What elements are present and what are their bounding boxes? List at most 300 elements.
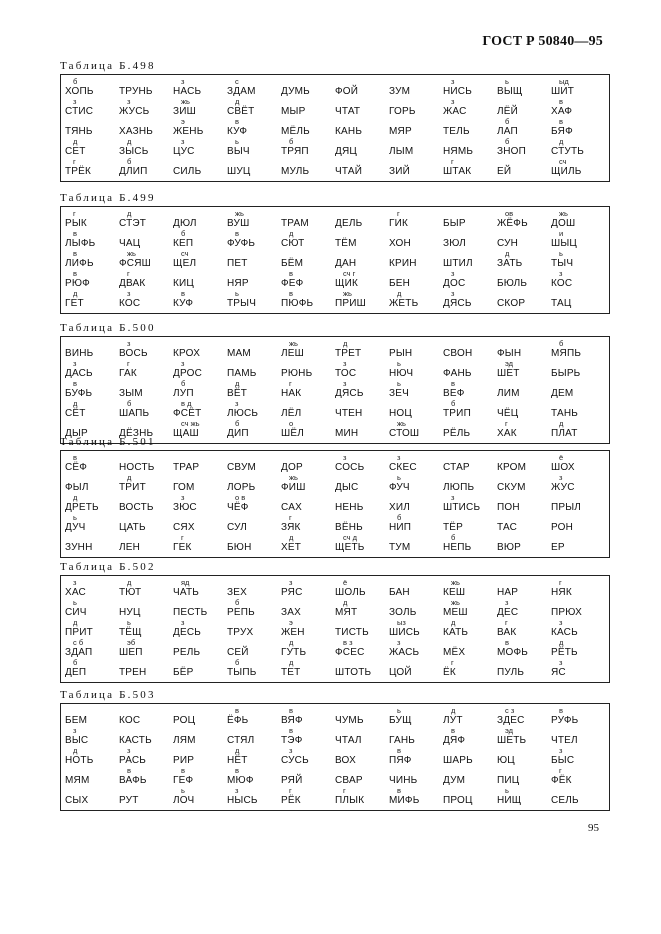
word-cell xyxy=(65,660,119,680)
phonetic-mark: ыз xyxy=(397,618,406,627)
word-cell xyxy=(443,728,497,748)
phonetic-mark: в xyxy=(181,766,185,775)
word-cell xyxy=(173,99,227,119)
word-text: ДВАК xyxy=(119,278,146,289)
phonetic-mark: эб xyxy=(127,638,136,647)
word-cell xyxy=(443,159,497,179)
word-text: СУН xyxy=(497,238,519,249)
word-text: ШЕТЬ xyxy=(497,735,527,746)
word-text: ШЕТ xyxy=(497,368,520,379)
word-text: ЧТАЛ xyxy=(335,735,362,746)
phonetic-mark: з xyxy=(181,359,185,368)
word-cell xyxy=(551,728,605,748)
word-cell xyxy=(227,708,281,728)
word-text: ПРЮХ xyxy=(551,607,582,618)
phonetic-mark: ь xyxy=(397,359,401,368)
word-cell xyxy=(335,99,389,119)
phonetic-mark: в xyxy=(289,289,293,298)
word-text: БУЩ xyxy=(389,715,412,726)
word-cell xyxy=(281,748,335,768)
word-cell xyxy=(119,788,173,808)
word-cell xyxy=(227,291,281,311)
word-cell xyxy=(281,159,335,179)
word-cell xyxy=(281,620,335,640)
word-cell xyxy=(281,600,335,620)
word-text: ТРУХ xyxy=(227,627,254,638)
phonetic-mark: в xyxy=(451,379,455,388)
word-text: ВОСЬ xyxy=(119,348,148,359)
phonetic-mark: з xyxy=(181,77,185,86)
word-table xyxy=(60,322,610,444)
word-text: ЗАТЬ xyxy=(497,258,523,269)
word-text: РЯЙ xyxy=(281,775,303,786)
word-text: ЗДЕС xyxy=(497,715,525,726)
word-text: ТРАР xyxy=(173,462,200,473)
word-text: ЧТЕЛ xyxy=(551,735,578,746)
word-text: ТИСТЬ xyxy=(335,627,369,638)
phonetic-mark: ыд xyxy=(559,77,569,86)
word-text: ЛЕШ xyxy=(281,348,304,359)
word-cell xyxy=(389,728,443,748)
word-text: БЮЛЬ xyxy=(497,278,528,289)
word-text: ПУЛЬ xyxy=(497,667,525,678)
word-text: КИЦ xyxy=(173,278,195,289)
word-cell xyxy=(227,580,281,600)
word-cell xyxy=(173,580,227,600)
word-text: РАСЬ xyxy=(119,755,147,766)
word-text: ЛЫФЬ xyxy=(65,238,96,249)
word-text: КАСЬ xyxy=(551,627,578,638)
phonetic-mark: д xyxy=(289,533,294,542)
phonetic-mark: эд xyxy=(505,359,514,368)
word-text: ФЕФ xyxy=(281,278,304,289)
word-cell xyxy=(173,600,227,620)
word-text: РЕПЬ xyxy=(227,607,255,618)
phonetic-mark: д xyxy=(73,137,78,146)
phonetic-mark: з xyxy=(73,359,77,368)
word-cell xyxy=(173,271,227,291)
word-text: МЮФ xyxy=(227,775,254,786)
word-cell xyxy=(551,495,605,515)
word-text: ЗДАП xyxy=(65,647,93,658)
word-text: ДЕЛЬ xyxy=(335,218,363,229)
phonetic-mark: д xyxy=(73,399,78,408)
phonetic-mark: г xyxy=(127,269,130,278)
document-header: ГОСТ Р 50840—95 xyxy=(482,34,603,49)
word-text: ЗДАМ xyxy=(227,86,256,97)
word-text: ЗИШ xyxy=(173,106,196,117)
word-cell xyxy=(281,660,335,680)
word-text: НАР xyxy=(497,587,519,598)
word-text: ЮЦ xyxy=(497,755,515,766)
word-cell xyxy=(389,768,443,788)
word-cell xyxy=(119,535,173,555)
word-cell xyxy=(65,271,119,291)
table-caption: Таблица Б.500 xyxy=(60,322,156,334)
phonetic-mark: сч д xyxy=(343,533,358,542)
word-cell xyxy=(551,708,605,728)
word-text: ЧАТЬ xyxy=(173,587,200,598)
word-text: ЁК xyxy=(443,667,456,678)
word-text: СВАР xyxy=(335,775,363,786)
phonetic-mark: з xyxy=(559,658,563,667)
phonetic-mark: ё xyxy=(343,578,348,587)
phonetic-mark: д xyxy=(343,339,348,348)
word-text: ГЕФ xyxy=(173,775,194,786)
phonetic-mark: д xyxy=(235,97,240,106)
word-text: ТЁЩ xyxy=(119,627,142,638)
word-text: РЫК xyxy=(65,218,87,229)
word-text: НИСЬ xyxy=(443,86,472,97)
word-cell xyxy=(65,580,119,600)
word-cell xyxy=(119,475,173,495)
word-cell xyxy=(389,495,443,515)
word-text: МЯМ xyxy=(65,775,90,786)
word-text: НОЦ xyxy=(389,408,412,419)
word-cell xyxy=(227,640,281,660)
word-text: ФСЕС xyxy=(335,647,365,658)
phonetic-mark: г xyxy=(181,533,184,542)
word-text: ДЮЛ xyxy=(173,218,197,229)
word-text: ШАРЬ xyxy=(443,755,473,766)
word-cell xyxy=(551,79,605,99)
word-cell xyxy=(497,211,551,231)
word-text: ЖЕН xyxy=(281,627,305,638)
word-cell xyxy=(335,580,389,600)
phonetic-mark: з xyxy=(559,618,563,627)
word-text: МЕШ xyxy=(443,607,468,618)
word-text: НИЩ xyxy=(497,795,522,806)
word-cell xyxy=(497,401,551,421)
word-text: ХАФ xyxy=(551,106,573,117)
word-cell xyxy=(551,535,605,555)
word-cell xyxy=(281,788,335,808)
word-text: СИЛЬ xyxy=(173,166,202,177)
phonetic-mark: з xyxy=(451,269,455,278)
word-text: СТАР xyxy=(443,462,470,473)
word-text: ДОР xyxy=(281,462,303,473)
word-cell xyxy=(551,361,605,381)
phonetic-mark: д xyxy=(235,379,240,388)
word-cell xyxy=(551,748,605,768)
word-cell xyxy=(443,119,497,139)
word-cell xyxy=(119,455,173,475)
word-cell xyxy=(389,119,443,139)
phonetic-mark: в xyxy=(559,706,563,715)
word-text: ГИК xyxy=(389,218,409,229)
word-text: ГАК xyxy=(119,368,137,379)
phonetic-mark: б xyxy=(397,513,402,522)
word-cell xyxy=(443,79,497,99)
phonetic-mark: з xyxy=(505,598,509,607)
phonetic-mark: жь xyxy=(289,473,298,482)
word-text: ЗОЛЬ xyxy=(389,607,417,618)
word-cell xyxy=(173,708,227,728)
word-text: ЛЁЙ xyxy=(497,106,519,117)
word-cell xyxy=(227,728,281,748)
word-cell xyxy=(497,79,551,99)
word-cell xyxy=(497,231,551,251)
word-cell xyxy=(119,251,173,271)
word-text: СВЁТ xyxy=(227,106,255,117)
word-text: РОН xyxy=(551,522,574,533)
word-text: КОС xyxy=(119,298,141,309)
phonetic-mark: б xyxy=(289,137,294,146)
word-text: НЫСЬ xyxy=(227,795,258,806)
word-text: ДОС xyxy=(443,278,466,289)
word-cell xyxy=(173,728,227,748)
phonetic-mark: з xyxy=(559,746,563,755)
word-text: ЛОЧ xyxy=(173,795,195,806)
word-cell xyxy=(173,231,227,251)
word-text: ТРИП xyxy=(443,408,471,419)
word-text: БЮН xyxy=(227,542,252,553)
word-text: МАМ xyxy=(227,348,251,359)
word-text: ГЕТ xyxy=(65,298,84,309)
word-text: ФЫН xyxy=(497,348,522,359)
word-text: МЯР xyxy=(389,126,412,137)
word-cell xyxy=(335,139,389,159)
word-text: ПАМЬ xyxy=(227,368,257,379)
phonetic-mark: ов xyxy=(505,209,514,218)
table-caption: Таблица Б.501 xyxy=(60,436,156,448)
phonetic-mark: в xyxy=(559,97,563,106)
word-text: ЗЕХ xyxy=(227,587,247,598)
word-cell xyxy=(65,708,119,728)
word-cell xyxy=(227,788,281,808)
word-text: ЧАЦ xyxy=(119,238,141,249)
word-text: ДУМ xyxy=(443,775,466,786)
phonetic-mark: в xyxy=(73,249,77,258)
word-text: ХАК xyxy=(497,428,517,439)
word-text: ЛЕН xyxy=(119,542,141,553)
word-text: ТРИТ xyxy=(119,482,146,493)
word-text: НАСЬ xyxy=(173,86,202,97)
word-cell xyxy=(227,535,281,555)
word-text: МЫР xyxy=(281,106,306,117)
word-cell xyxy=(227,139,281,159)
word-text: ДЕСЬ xyxy=(173,627,202,638)
word-text: РИР xyxy=(173,755,195,766)
word-text: ШУЦ xyxy=(227,166,251,177)
word-cell xyxy=(497,381,551,401)
word-cell xyxy=(497,119,551,139)
word-text: НЕНЬ xyxy=(335,502,364,513)
word-cell xyxy=(173,515,227,535)
word-text: ЖЕНЬ xyxy=(173,126,204,137)
word-text: РЫН xyxy=(389,348,413,359)
word-cell xyxy=(65,401,119,421)
word-text: ВУШ xyxy=(227,218,250,229)
word-cell xyxy=(119,79,173,99)
phonetic-mark: в з xyxy=(343,638,353,647)
word-text: НЯК xyxy=(551,587,572,598)
phonetic-mark: д xyxy=(73,746,78,755)
phonetic-mark: в xyxy=(397,746,401,755)
word-text: ЦУС xyxy=(173,146,195,157)
word-cell xyxy=(119,620,173,640)
word-cell xyxy=(443,620,497,640)
word-text: ПЛАТ xyxy=(551,428,578,439)
word-text: ФУЧ xyxy=(389,482,410,493)
word-cell xyxy=(551,620,605,640)
word-cell xyxy=(227,231,281,251)
phonetic-mark: сч г xyxy=(343,269,356,278)
table-grid xyxy=(60,703,610,811)
word-text: ШОЛЬ xyxy=(335,587,366,598)
word-text: ФЫЛ xyxy=(65,482,89,493)
word-cell xyxy=(335,211,389,231)
word-text: ЛЮСЬ xyxy=(227,408,259,419)
word-cell xyxy=(119,361,173,381)
word-text: ЛЁЛ xyxy=(281,408,302,419)
word-cell xyxy=(119,231,173,251)
phonetic-mark: жь xyxy=(397,419,406,428)
word-cell xyxy=(65,728,119,748)
word-cell xyxy=(443,211,497,231)
word-text: САХ xyxy=(281,502,302,513)
phonetic-mark: б xyxy=(505,117,510,126)
phonetic-mark: д xyxy=(289,658,294,667)
word-cell xyxy=(497,455,551,475)
word-cell xyxy=(281,535,335,555)
word-text: СТИС xyxy=(65,106,94,117)
phonetic-mark: д xyxy=(559,638,564,647)
word-text: ШАПЬ xyxy=(119,408,150,419)
word-text: ШТИЛ xyxy=(443,258,473,269)
phonetic-mark: в xyxy=(451,726,455,735)
word-cell xyxy=(227,401,281,421)
phonetic-mark: в xyxy=(73,453,77,462)
table-grid xyxy=(60,450,610,558)
word-text: ЧУМЬ xyxy=(335,715,364,726)
phonetic-mark: д xyxy=(73,618,78,627)
word-text: СЕЙ xyxy=(227,647,249,658)
word-text: ЛЯМ xyxy=(173,735,196,746)
word-cell xyxy=(443,708,497,728)
word-cell xyxy=(551,475,605,495)
word-text: ЖАСЬ xyxy=(389,647,420,658)
word-cell xyxy=(173,748,227,768)
phonetic-mark: з xyxy=(127,289,131,298)
phonetic-mark: о xyxy=(289,419,294,428)
word-text: ТУМ xyxy=(389,542,411,553)
word-cell xyxy=(389,79,443,99)
phonetic-mark: сч жь xyxy=(181,419,200,428)
word-cell xyxy=(551,768,605,788)
word-text: БУФЬ xyxy=(65,388,93,399)
word-cell xyxy=(551,515,605,535)
word-cell xyxy=(173,495,227,515)
word-cell xyxy=(551,660,605,680)
phonetic-mark: г xyxy=(559,766,562,775)
word-text: БЫС xyxy=(551,755,575,766)
word-cell xyxy=(389,788,443,808)
word-text: ЧЁФ xyxy=(227,502,249,513)
word-text: ТАС xyxy=(497,522,518,533)
word-cell xyxy=(443,535,497,555)
word-text: ПРИШ xyxy=(335,298,367,309)
word-text: СУСЬ xyxy=(281,755,309,766)
table-caption: Таблица Б.503 xyxy=(60,689,156,701)
phonetic-mark: б xyxy=(451,399,456,408)
word-cell xyxy=(551,211,605,231)
word-text: МИФЬ xyxy=(389,795,420,806)
word-cell xyxy=(281,728,335,748)
word-text: ЛЫМ xyxy=(389,146,414,157)
word-text: ФСЯШ xyxy=(119,258,152,269)
word-text: ТРАМ xyxy=(281,218,309,229)
word-text: ДЯЦ xyxy=(335,146,357,157)
phonetic-mark: ь xyxy=(397,473,401,482)
word-cell xyxy=(497,728,551,748)
word-cell xyxy=(65,159,119,179)
word-text: РУТ xyxy=(119,795,139,806)
word-table xyxy=(60,689,610,811)
word-cell xyxy=(65,291,119,311)
word-cell xyxy=(335,341,389,361)
word-cell xyxy=(551,455,605,475)
phonetic-mark: д xyxy=(559,419,564,428)
word-text: РОЦ xyxy=(173,715,196,726)
word-cell xyxy=(497,748,551,768)
word-text: СЁФ xyxy=(65,462,88,473)
word-text: ТРЕН xyxy=(119,667,147,678)
phonetic-mark: с з xyxy=(505,706,515,715)
word-cell xyxy=(389,660,443,680)
word-cell xyxy=(281,291,335,311)
phonetic-mark: б xyxy=(235,598,240,607)
phonetic-mark: ь xyxy=(505,786,509,795)
word-text: ПЯФ xyxy=(389,755,412,766)
phonetic-mark: з xyxy=(451,493,455,502)
word-text: БЕН xyxy=(389,278,411,289)
word-cell xyxy=(65,139,119,159)
phonetic-mark: г xyxy=(451,658,454,667)
word-cell xyxy=(281,495,335,515)
phonetic-mark: жь xyxy=(235,209,244,218)
word-cell xyxy=(551,139,605,159)
phonetic-mark: в xyxy=(127,766,131,775)
word-cell xyxy=(443,401,497,421)
table-grid xyxy=(60,206,610,314)
word-cell xyxy=(119,401,173,421)
word-text: БЯФ xyxy=(551,126,573,137)
word-text: ДАСЬ xyxy=(65,368,93,379)
word-text: СТЯЛ xyxy=(227,735,255,746)
phonetic-mark: б xyxy=(235,419,240,428)
word-text: ШИТ xyxy=(551,86,575,97)
phonetic-mark: в xyxy=(73,269,77,278)
word-text: КУФ xyxy=(173,298,194,309)
phonetic-mark: б xyxy=(451,533,456,542)
word-cell xyxy=(335,381,389,401)
word-cell xyxy=(497,475,551,495)
word-text: ДЫС xyxy=(335,482,359,493)
word-text: НЮЧ xyxy=(389,368,414,379)
word-text: ШОХ xyxy=(551,462,575,473)
word-cell xyxy=(389,708,443,728)
word-cell xyxy=(497,139,551,159)
word-text: ДЯСЬ xyxy=(443,298,472,309)
phonetic-mark: сч xyxy=(559,157,567,166)
word-cell xyxy=(335,620,389,640)
word-cell xyxy=(65,381,119,401)
word-text: ДАН xyxy=(335,258,357,269)
word-text: ТЕЛЬ xyxy=(443,126,470,137)
word-cell xyxy=(443,381,497,401)
word-text: БЫР xyxy=(443,218,466,229)
